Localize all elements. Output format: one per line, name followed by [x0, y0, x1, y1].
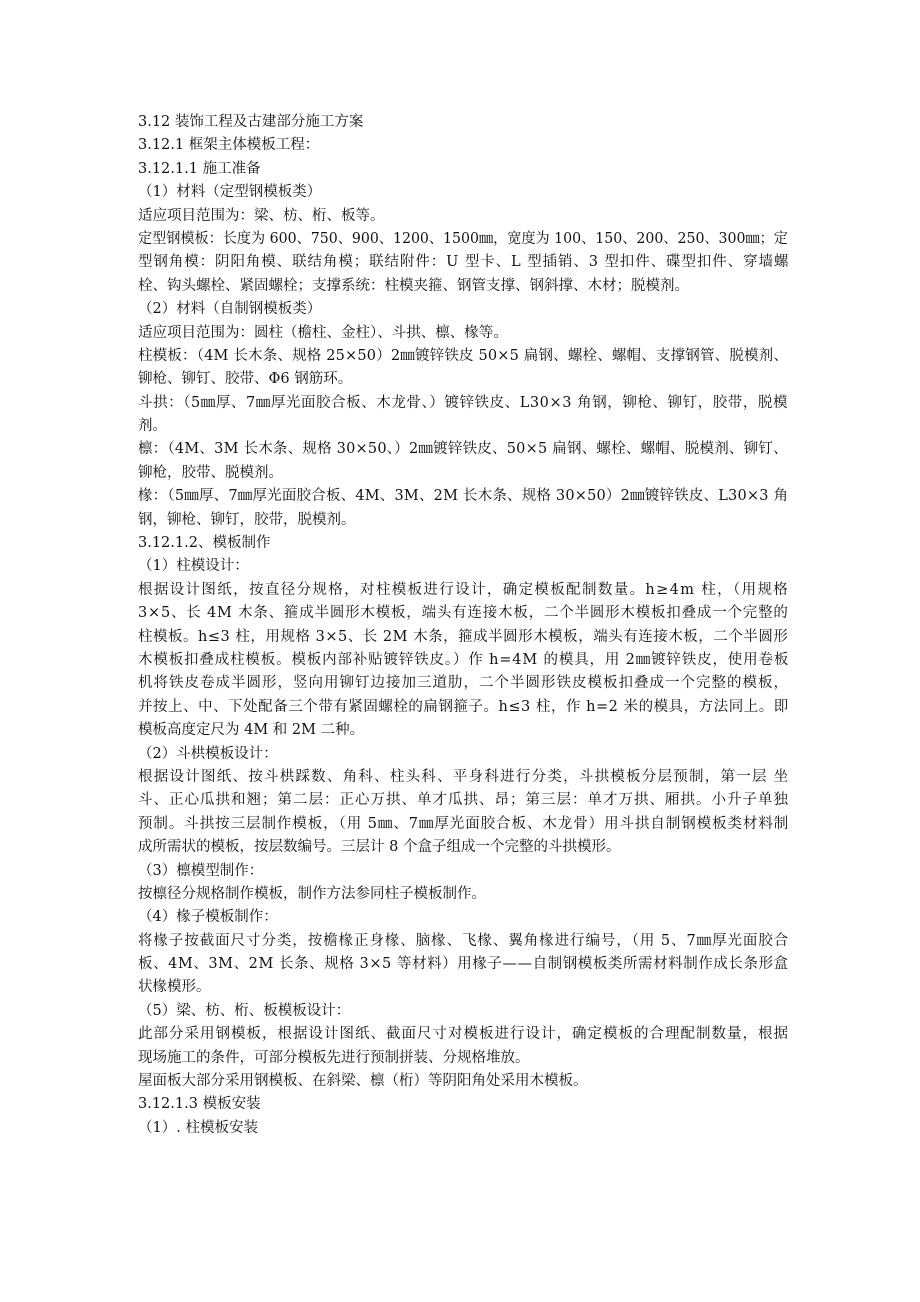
text-line: 机将铁皮卷成半圆形，竖向用铆钉边接加三道肋，二个半圆形铁皮模板扣叠成一个完整的模板， — [138, 675, 789, 692]
text-line: 3×5、长 4M 木条、箍成半圆形木模板，端头有连接木板，二个半圆形木模板扣叠成一个完整的 — [138, 605, 789, 622]
text-line: （5）梁、枋、桁、板模板设计： — [138, 1002, 351, 1019]
text-line: 按檩径分规格制作模板，制作方法参同柱子模板制作。 — [138, 885, 486, 902]
text-line: 钢，铆枪、铆钉，胶带，脱模剂。 — [138, 511, 356, 528]
text-line: （1）柱模设计： — [138, 558, 249, 575]
text-line: 铆枪，胶带、脱模剂。 — [138, 464, 283, 481]
text-line: 将椽子按截面尺寸分类，按檐椽正身椽、脑椽、飞椽、翼角椽进行编号，（用 5、7㎜厚光面胶合 — [138, 932, 790, 949]
text-line: 适应项目范围为：圆柱（檐柱、金柱）、斗拱、檩、椽等。 — [138, 324, 508, 341]
text-line: 柱模板。h≤3 柱，用规格 3×5、长 2M 木条，箍成半圆形木模板，端头有连接木板，二个半圆形 — [138, 628, 789, 645]
text-line: 根据设计图纸、按斗栱踩数、角科、柱头科、平身科进行分类，斗拱模板分层预制，第一层 坐 — [138, 768, 790, 785]
text-line: 3.12.1.3 模板安装 — [138, 1096, 261, 1113]
text-line: 根据设计图纸，按直径分规格，对柱模板进行设计，确定模板配制数量。h≥4m 柱，（用规格 — [138, 581, 790, 598]
text-line: （2）斗栱模板设计： — [138, 745, 278, 762]
text-line: 状椽模形。 — [138, 979, 211, 996]
text-line: 3.12 装饰工程及古建部分施工方案 — [138, 114, 364, 130]
text-line: 斗、正心瓜拱和翘；第二层：正心万拱、单才瓜拱、昂；第三层：单才万拱、厢拱。小升子单独 — [138, 792, 789, 809]
text-line: 定型钢模板：长度为 600、750、900、1200、1500㎜，宽度为 100、150、200、250、300㎜；定 — [138, 230, 788, 247]
text-line: 屋面板大部分采用钢模板、在斜梁、檩（桁）等阴阳角处采用木模板。 — [138, 1073, 588, 1090]
text-line: （1）材料（定型钢模板类） — [138, 184, 322, 201]
text-line: 3.12.1.1 施工准备 — [138, 160, 261, 177]
text-line: 柱模板：（4M 长木条、规格 25×50）2㎜镀锌铁皮 50×5 扁钢、螺栓、螺帽、支撑钢管、脱模剂、 — [138, 347, 789, 364]
document-body — [138, 111, 788, 1140]
text-line: 预制。斗拱按三层制作模板，（用 5㎜、7㎜厚光面胶合板、木龙骨）用斗拱自制钢模板类材料制 — [138, 815, 790, 832]
text-line: 木模板扣叠成柱模板。模板内部补贴镀锌铁皮。）作 h=4M 的模具，用 2㎜镀锌铁皮，使用卷板 — [138, 651, 790, 668]
text-line: 栓、钩头螺栓、紧固螺栓；支撑系统：柱模夹箍、钢管支撑、钢斜撑、木材；脱模剂。 — [138, 277, 689, 294]
text-line: 适应项目范围为：梁、枋、桁、板等。 — [138, 207, 385, 224]
text-line: （1）. 柱模板安装 — [138, 1119, 258, 1136]
text-line: （2）材料（自制钢模板类） — [138, 301, 322, 318]
text-line: 此部分采用钢模板，根据设计图纸、截面尺寸对模板进行设计，确定模板的合理配制数量，根据 — [138, 1026, 789, 1043]
text-line: 檩：（4M、3M 长木条、规格 30×50、）2㎜镀锌铁皮、50×5 扁钢、螺栓、螺帽、脱模剂、铆钉、 — [138, 441, 788, 458]
text-line: （3）檩模型制作： — [138, 862, 264, 879]
text-line: 斗拱：（5㎜厚、7㎜厚光面胶合板、木龙骨、）镀锌铁皮、L30×3 角钢，铆枪、铆钉，胶带，脱模 — [138, 394, 789, 411]
text-line: 3.12.1 框架主体模板工程： — [138, 137, 320, 154]
text-line: 现场施工的条件，可部分模板先进行预制拼装、分规格堆放。 — [138, 1049, 530, 1066]
text-line: 型钢角模：阴阳角模、联结角模；联结附件：U 型卡、L 型插销、3 型扣件、碟型扣件、穿墙螺 — [138, 254, 790, 271]
text-line: 铆枪、铆钉、胶带、Φ6 钢筋环。 — [138, 371, 353, 388]
text-line: 模板高度定尺为 4M 和 2M 二种。 — [138, 722, 365, 739]
text-line: 成所需状的模板，按层数编号。三层计 8 个盒子组成一个完整的斗拱模形。 — [138, 839, 621, 856]
text-line: （4）椽子模板制作： — [138, 909, 278, 926]
text-line: 椽：（5㎜厚、7㎜厚光面胶合板、4M、3M、2M 长木条、规格 30×50）2㎜镀锌铁皮、L30×3 角 — [138, 488, 789, 505]
text-line: 剂。 — [138, 418, 167, 435]
text-line: 3.12.1.2、模板制作 — [138, 535, 271, 552]
text-line: 并按上、中、下处配备三个带有紧固螺栓的扁钢箍子。h≤3 柱，作 h=2 米的模具，方法同上。即 — [138, 698, 789, 715]
text-line: 板、4M、3M、2M 长条、规格 3×5 等材料）用椽子——自制钢模板类所需材料制作成长条形盒 — [138, 956, 789, 973]
